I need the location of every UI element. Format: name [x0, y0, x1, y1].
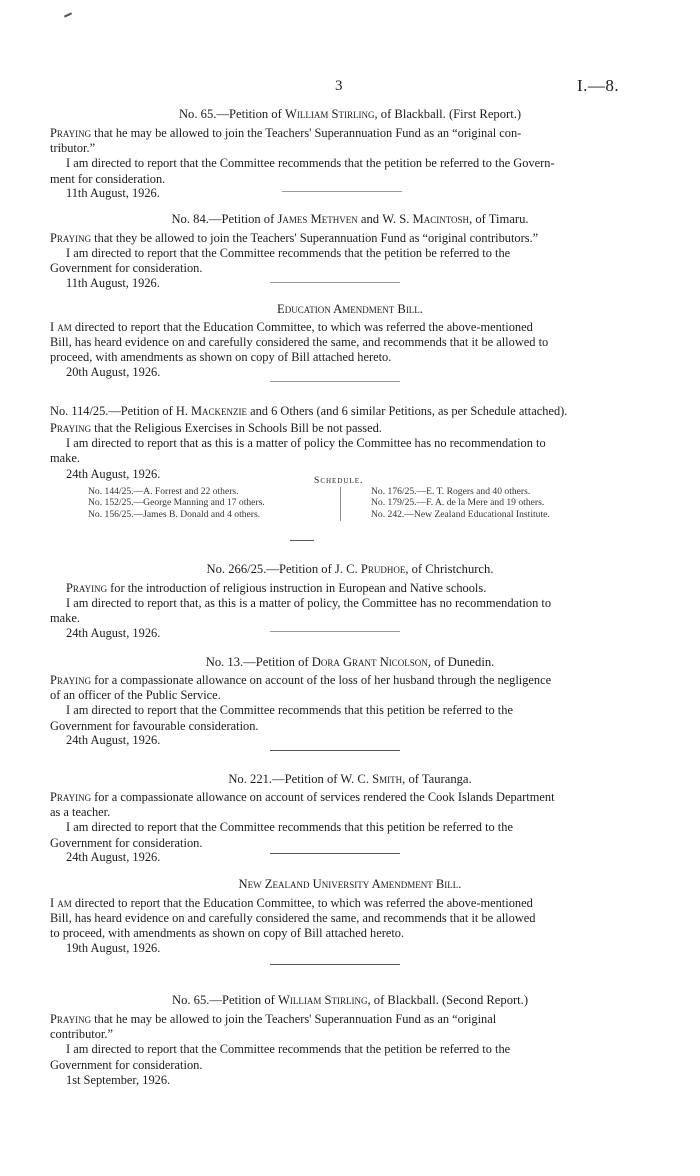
section-body: Praying that he may be allowed to join the Teachers' Superannuation Fund as an “original con- tributor.” I am directed to report that the Committee recommends that the petition be referred to the Govern- ment for consideration. — [50, 126, 555, 186]
section-title: No. 65.—Petition of William Stirling, of Blackball. (Second Report.) — [171, 993, 529, 1007]
pen-mark — [64, 12, 72, 17]
section-date: 1st September, 1926. — [66, 1073, 171, 1087]
schedule-item: No. 152/25.—George Manning and 17 others. — [88, 497, 265, 509]
section-date: 20th August, 1926. — [66, 365, 161, 379]
section-body: Praying for a compassionate allowance on account of services rendered the Cook Islands Department as a teacher. I am directed to report that the Committee recommends that this petition be referred to the Government for consideration. — [50, 790, 555, 850]
divider — [270, 853, 400, 854]
section-title: No. 13.—Petition of Dora Grant Nicolson, of Dunedin. — [205, 655, 495, 669]
document-reference: I.—8. — [577, 76, 620, 95]
section-title: No. 266/25.—Petition of J. C. Prudhoe, of Christchurch. — [206, 562, 494, 576]
page-number: 3 — [335, 78, 343, 94]
divider — [270, 282, 400, 283]
section-body: I am directed to report that the Education Committee, to which was referred the above-mentioned Bill, has heard evidence on and carefully considered the same, and recommends that it be allowed to proceed, with amendments as shown on copy of Bill attached hereto. — [50, 320, 549, 365]
section-date: 24th August, 1926. — [66, 850, 161, 864]
divider — [270, 750, 400, 751]
divider — [282, 191, 402, 192]
schedule-item: No. 179/25.—F. A. de la Mere and 19 others. — [371, 497, 545, 509]
section-date: 24th August, 1926. — [66, 733, 161, 747]
schedule-item: No. 176/25.—E. T. Rogers and 40 others. — [371, 486, 531, 497]
divider — [270, 381, 400, 382]
divider — [290, 540, 314, 541]
schedule-item: No. 144/25.—A. Forrest and 22 others. — [88, 486, 239, 497]
section-title: No. 114/25.—Petition of H. Mackenzie and 6 Others (and 6 similar Petitions, as per Schedule attached). — [50, 404, 568, 418]
schedule-right-column — [371, 486, 550, 520]
section-title: No. 65.—Petition of William Stirling, of Blackball. (First Report.) — [178, 107, 522, 121]
section-body: Praying for the introduction of religious instruction in European and Native schools. I am directed to report that, as this is a matter of policy, the Committee has no recommendation to make. — [50, 581, 552, 626]
divider — [270, 964, 400, 965]
section-date: 11th August, 1926. — [66, 276, 160, 290]
section-title: No. 84.—Petition of James Methven and W. S. Macintosh, of Timaru. — [171, 212, 529, 226]
schedule-item: No. 242.—New Zealand Educational Institute. — [371, 508, 550, 520]
schedule-divider — [340, 487, 341, 521]
section-date: 24th August, 1926. — [66, 467, 161, 481]
schedule-title: Schedule. — [314, 475, 364, 486]
section-title: Education Amendment Bill. — [277, 302, 423, 316]
section-date: 11th August, 1926. — [66, 186, 160, 200]
section-title: No. 221.—Petition of W. C. Smith, of Tauranga. — [228, 772, 472, 786]
section-body: Praying that they be allowed to join the Teachers' Superannuation Fund as “original contributors.” I am directed to report that the Committee recommends that the petition be referred to the Government for consideration. — [50, 231, 539, 276]
section-body: Praying for a compassionate allowance on account of the loss of her husband through the negligence of an officer of the Public Service. I am directed to report that the Committee recommends that this petition be referred to the Government for favourable consideration. — [50, 673, 552, 733]
divider — [270, 631, 400, 632]
schedule-item: No. 156/25.—James B. Donald and 4 others. — [88, 508, 261, 520]
section-title: New Zealand University Amendment Bill. — [238, 877, 462, 891]
schedule-left-column — [88, 486, 265, 520]
section-body: Praying that he may be allowed to join the Teachers' Superannuation Fund as an “original contributor.” I am directed to report that the Committee recommends that the petition be referred to the Government for consideration. — [50, 1012, 511, 1072]
section-body: I am directed to report that the Education Committee, to which was referred the above-mentioned Bill, has heard evidence on and carefully considered the same, and recommends that it be allowed to proceed, with amendments as shown on copy of Bill attached hereto. — [50, 896, 536, 941]
section-body: Praying that the Religious Exercises in Schools Bill be not passed. I am directed to report that as this is a matter of policy the Committee has no recommendation to make. — [50, 421, 546, 466]
section-date: 24th August, 1926. — [66, 626, 161, 640]
section-date: 19th August, 1926. — [66, 941, 161, 955]
